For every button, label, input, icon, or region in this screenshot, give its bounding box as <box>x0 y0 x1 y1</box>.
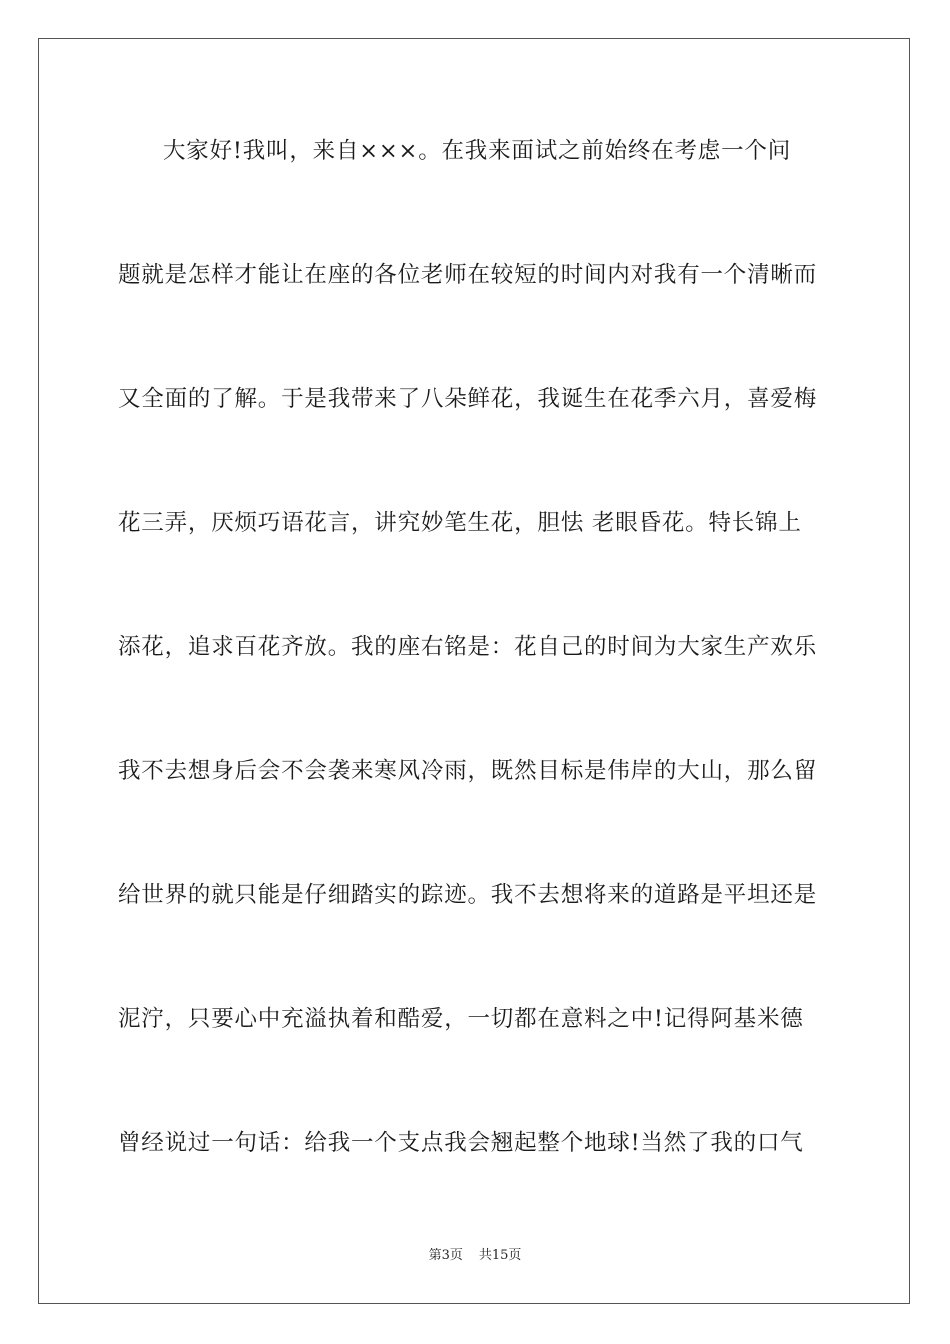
page-footer <box>0 1246 950 1266</box>
text-line: 花三弄，厌烦巧语花言，讲究妙笔生花，胆怯 老眼昏花。特长锦上 <box>118 510 802 536</box>
page-total: 共15页 <box>478 1248 522 1263</box>
text-line: 题就是怎样才能让在座的各位老师在较短的时间内对我有一个清晰而 <box>118 262 818 288</box>
text-line: 泥泞，只要心中充溢执着和酷爱，一切都在意料之中!记得阿基米德 <box>118 1006 804 1032</box>
text-line: 我不去想身后会不会袭来寒风冷雨，既然目标是伟岸的大山，那么留 <box>118 758 818 784</box>
page-number: 第3页 <box>428 1248 463 1263</box>
text-line: 大家好!我叫，来自×××。在我来面试之前始终在考虑一个问 <box>163 138 792 164</box>
text-line: 曾经说过一句话：给我一个支点我会翘起整个地球!当然了我的口气 <box>118 1130 804 1156</box>
text-line: 给世界的就只能是仔细踏实的踪迹。我不去想将来的道路是平坦还是 <box>118 882 818 908</box>
text-line: 添花，追求百花齐放。我的座右铭是：花自己的时间为大家生产欢乐 <box>118 634 818 660</box>
text-line: 又全面的了解。于是我带来了八朵鲜花，我诞生在花季六月，喜爱梅 <box>118 386 818 412</box>
page-border <box>38 38 910 1304</box>
